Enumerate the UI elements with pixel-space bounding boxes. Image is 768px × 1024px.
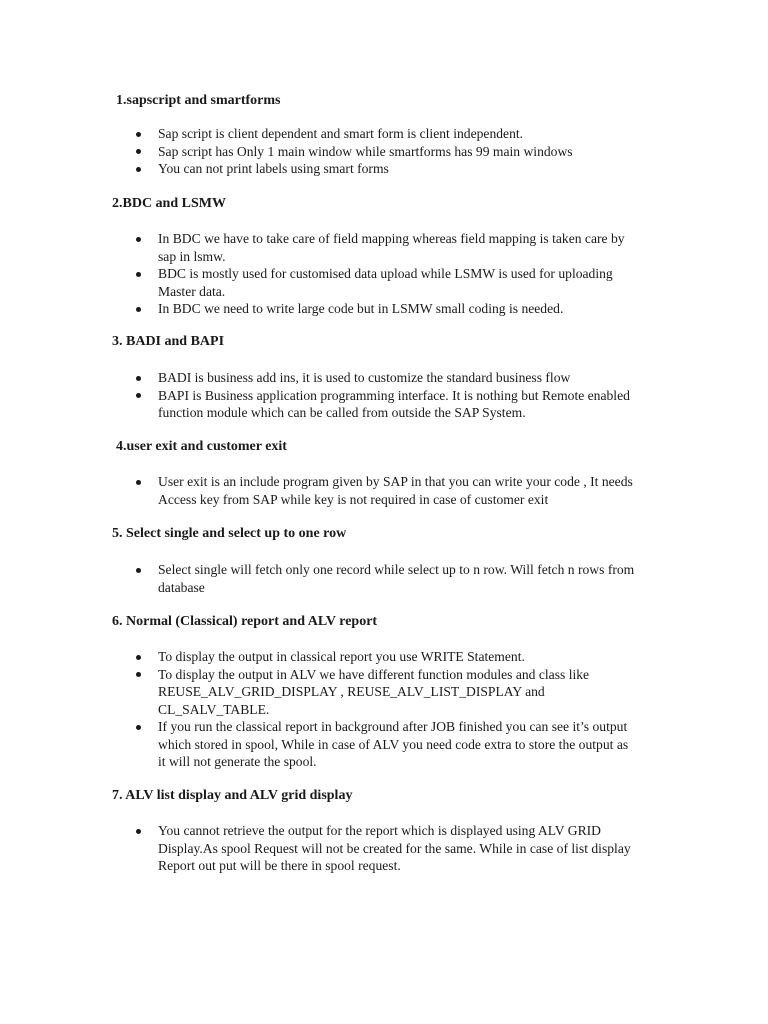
bullet-list — [0, 369, 768, 422]
bullet-icon — [136, 725, 141, 730]
bullet-icon — [136, 132, 141, 137]
section-heading: 5. Select single and select up to one row — [112, 526, 347, 541]
section-heading: 6. Normal (Classical) report and ALV report — [112, 614, 378, 629]
bullet-icon — [136, 480, 141, 485]
bullet-icon — [136, 393, 141, 398]
bullet-icon — [136, 237, 141, 242]
list-item: User exit is an include program given by SAP in that you can write your code , It needs Access key from SAP while key is not required in case of customer exit — [0, 473, 638, 508]
section-heading: 7. ALV list display and ALV grid display — [112, 788, 353, 803]
list-item: BDC is mostly used for customised data upload while LSMW is used for uploading Master data. — [0, 265, 638, 300]
list-item: In BDC we have to take care of field mapping whereas field mapping is taken care by sap in lsmw. — [0, 230, 638, 265]
list-item: BAPI is Business application programming interface. It is nothing but Remote enabled function module which can be called from outside the SAP System. — [0, 387, 638, 422]
list-item: BADI is business add ins, it is used to customize the standard business flow — [0, 369, 638, 387]
list-item: You can not print labels using smart forms — [0, 160, 638, 178]
bullet-list — [0, 125, 768, 178]
bullet-list — [0, 561, 768, 596]
list-item: In BDC we need to write large code but in LSMW small coding is needed. — [0, 300, 638, 318]
bullet-icon — [136, 829, 141, 834]
list-item: To display the output in ALV we have different function modules and class like REUSE_ALV_GRID_DISPLAY , REUSE_ALV_LIST_DISPLAY and CL_SALV_TABLE. — [0, 666, 638, 719]
bullet-list — [0, 822, 768, 875]
section-heading: 1.sapscript and smartforms — [116, 93, 281, 108]
bullet-icon — [136, 568, 141, 573]
list-item: You cannot retrieve the output for the report which is displayed using ALV GRID Display.As spool Request will not be created for the same. While in case of list display Report out put will be there in spool request. — [0, 822, 638, 875]
list-item: To display the output in classical report you use WRITE Statement. — [0, 648, 638, 666]
bullet-list — [0, 473, 768, 508]
bullet-icon — [136, 167, 141, 172]
bullet-list — [0, 230, 768, 318]
bullet-icon — [136, 376, 141, 381]
list-item: Sap script has Only 1 main window while smartforms has 99 main windows — [0, 143, 638, 161]
bullet-icon — [136, 149, 141, 154]
bullet-icon — [136, 655, 141, 660]
bullet-list — [0, 648, 768, 771]
list-item: Sap script is client dependent and smart form is client independent. — [0, 125, 638, 143]
list-item: If you run the classical report in background after JOB finished you can see it’s output which stored in spool, While in case of ALV you need code extra to store the output as it will not generate the spool. — [0, 718, 638, 771]
list-item: Select single will fetch only one record while select up to n row. Will fetch n rows from database — [0, 561, 638, 596]
section-heading: 3. BADI and BAPI — [112, 334, 225, 349]
bullet-icon — [136, 272, 141, 277]
bullet-icon — [136, 672, 141, 677]
section-heading: 4.user exit and customer exit — [116, 439, 287, 454]
section-heading: 2.BDC and LSMW — [112, 196, 226, 211]
bullet-icon — [136, 307, 141, 312]
